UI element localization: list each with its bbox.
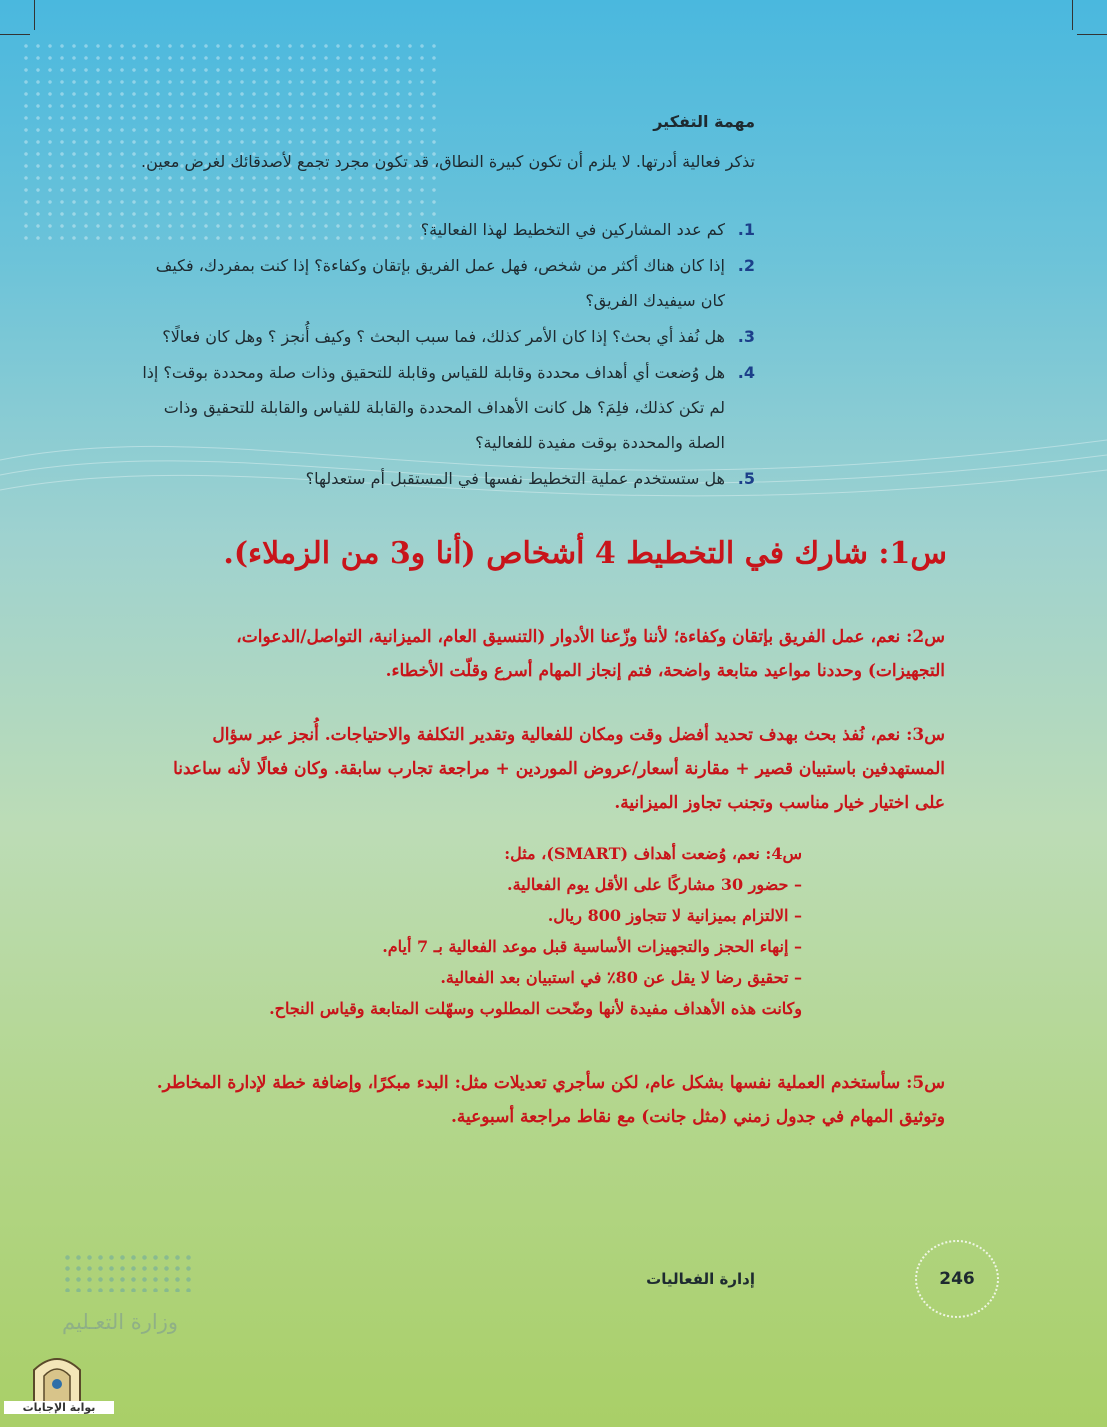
- question-text: هل ستستخدم عملية التخطيط نفسها في المستقبل أم ستعدلها؟: [305, 469, 725, 488]
- answer-5: س5: سأستخدم العملية نفسها بشكل عام، لكن سأجري تعديلات مثل: البدء مبكرًا، وإضافة خطة لإدارة المخاطر. وتوثيق المهام في جدول زمني (مثل جانت) مع نقاط مراجعة أسبوعية.: [156, 1073, 945, 1127]
- answer-1: س1: شارك في التخطيط 4 أشخاص (أنا و3 من الزملاء).: [223, 536, 947, 571]
- answer-4-closing: وكانت هذه الأهداف مفيدة لأنها وضّحت المطلوب وسهّلت المتابعة وقياس النجاح.: [269, 999, 802, 1018]
- list-item: [135, 248, 755, 318]
- gate-logo-icon: [28, 1348, 86, 1402]
- crop-mark: [1072, 0, 1073, 30]
- list-item: – الالتزام بميزانية لا تتجاوز 800 ريال.: [547, 906, 802, 925]
- crop-mark: [0, 34, 30, 35]
- question-list: [135, 212, 755, 497]
- list-item: [135, 461, 755, 496]
- decorative-dots: [20, 40, 440, 240]
- question-text: إذا كان هناك أكثر من شخص، فهل عمل الفريق بإتقان وكفاءة؟ إذا كنت بمفردك، فكيف كان سيفيدك الفريق؟: [155, 256, 725, 310]
- question-number: 5.: [737, 469, 755, 488]
- crop-mark: [1077, 34, 1107, 35]
- question-number: 4.: [737, 363, 755, 382]
- site-label: بوابة الإجابات: [4, 1401, 114, 1414]
- list-item: [135, 212, 755, 247]
- list-item: [135, 355, 755, 460]
- question-text: هل وُضعت أي أهداف محددة وقابلة للقياس وقابلة للتحقيق وذات صلة ومحددة بوقت؟ إذا لم تكن كذلك، فلِمَ؟ هل كانت الأهداف المحددة والقابلة للقياس والقابلة للتحقيق وذات الصلة والمحددة بوقت مفيدة للفعالية؟: [142, 363, 725, 452]
- question-number: 1.: [737, 220, 755, 239]
- list-item: [135, 319, 755, 354]
- answer-4: [162, 838, 802, 1024]
- ministry-logo-icon: [62, 1252, 194, 1292]
- question-number: 2.: [737, 256, 755, 275]
- list-item: – تحقيق رضا لا يقل عن 80٪ في استبيان بعد الفعالية.: [440, 968, 802, 987]
- question-text: كم عدد المشاركين في التخطيط لهذا الفعالية؟: [420, 220, 725, 239]
- answer-4-heading: س4: نعم، وُضعت أهداف (SMART)، مثل:: [504, 844, 802, 863]
- task-title: مهمة التفكير: [653, 112, 755, 131]
- question-text: هل نُفذ أي بحث؟ إذا كان الأمر كذلك، فما سبب البحث ؟ وكيف أُنجز ؟ وهل كان فعالًا؟: [162, 327, 725, 346]
- question-number: 3.: [737, 327, 755, 346]
- crop-mark: [34, 0, 35, 30]
- smart-goals-list: [162, 869, 802, 993]
- answer-3: س3: نعم، نُفذ بحث بهدف تحديد أفضل وقت ومكان للفعالية وتقدير التكلفة والاحتياجات. أُنجز عبر سؤال المستهدفين باستبيان قصير + مقارنة أسعار/عروض الموردين + مراجعة تجارب سابقة. وكان فعالًا لأنه ساعدنا على اختيار خيار مناسب وتجنب تجاوز الميزانية.: [173, 725, 945, 813]
- ministry-name: وزارة التعـليم: [62, 1310, 179, 1334]
- task-intro: تذكر فعالية أدرتها. لا يلزم أن تكون كبيرة النطاق، قد تكون مجرد تجمع لأصدقائك لغرض معين.: [141, 152, 755, 171]
- answer-2: س2: نعم، عمل الفريق بإتقان وكفاءة؛ لأننا وزّعنا الأدوار (التنسيق العام، الميزانية، التواصل/الدعوات، التجهيزات) وحددنا مواعيد متابعة واضحة، فتم إنجاز المهام أسرع وقلّت الأخطاء.: [236, 627, 945, 681]
- page-number: 246: [939, 1269, 975, 1289]
- list-item: – حضور 30 مشاركًا على الأقل يوم الفعالية.: [507, 875, 802, 894]
- footer-section-title: إدارة الفعاليات: [646, 1270, 755, 1288]
- list-item: – إنهاء الحجز والتجهيزات الأساسية قبل موعد الفعالية بـ 7 أيام.: [382, 937, 802, 956]
- page-number-badge: [915, 1240, 999, 1318]
